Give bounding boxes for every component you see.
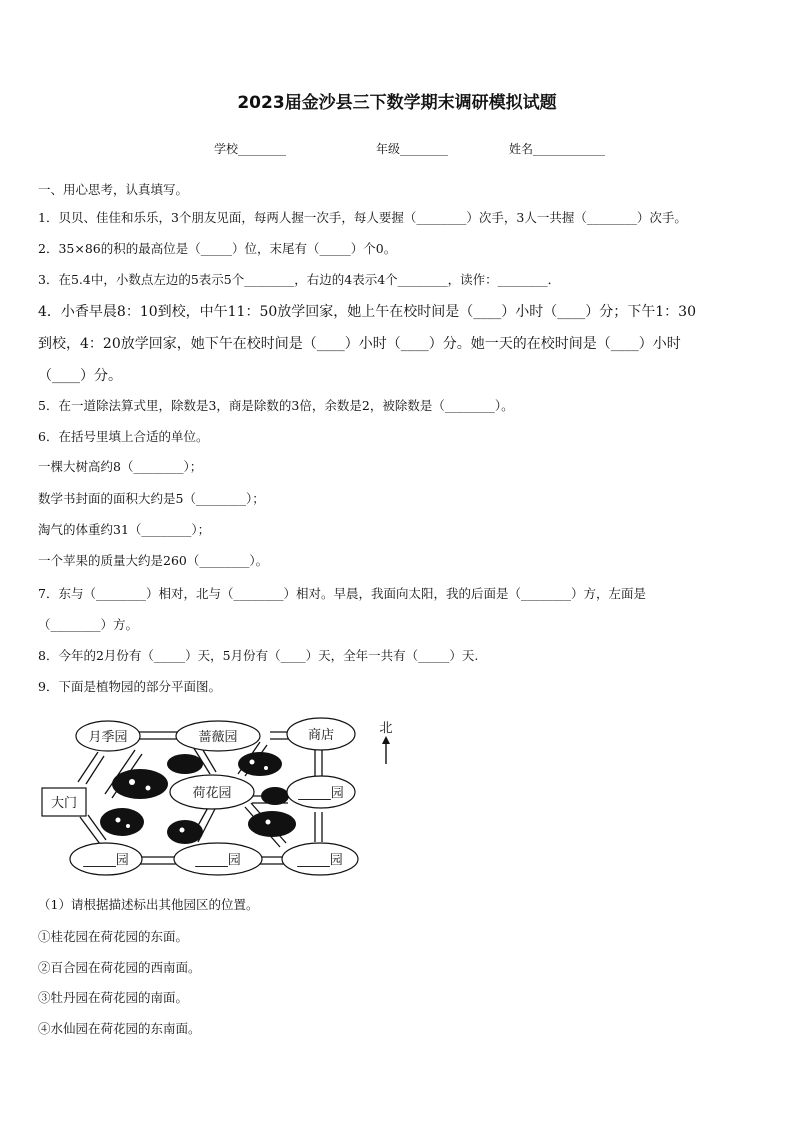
question-9-part-1: （1）请根据描述标出其他园区的位置。 [38,897,259,912]
school-field: 学校________ [214,142,287,156]
question-7-line-2: （________）方。 [38,617,139,632]
north-label: 北 [379,721,393,736]
question-6-item-2: 数学书封面的面积大约是5（________）； [38,491,265,506]
name-field: 姓名____________ [509,142,606,156]
question-3: 3．在5.4中，小数点左边的5表示5个________，右边的4表示4个________，读作：________． [38,272,561,287]
north-arrow-icon [382,736,390,764]
question-6-item-1: 一棵大树高约8（________）； [38,459,203,474]
garden-mid-right-label: _____园 [298,786,344,801]
clue-2: ②百合园在荷花园的西南面。 [38,960,201,975]
garden-top-right-label: 商店 [307,728,335,743]
gate-label: 大门 [50,796,78,811]
garden-top-left-label: 月季园 [88,730,128,745]
clue-1: ①桂花园在荷花园的东面。 [38,929,189,944]
garden-bottom-mid-label: _____园 [195,853,241,868]
question-5: 5．在一道除法算式里，除数是3，商是除数的3倍，余数是2，被除数是（________）。 [38,398,514,413]
question-4-line-2: 到校，4：20放学回家，她下午在校时间是（____）小时（____）分。她一天的在校时间是（____）小时 [38,336,681,352]
question-2: 2．35×86的积的最高位是（_____）位，末尾有（_____）个0。 [38,241,397,256]
clue-3: ③牡丹园在荷花园的南面。 [38,990,189,1005]
garden-bottom-right-label: _____园 [297,853,343,868]
garden-center-label: 荷花园 [192,786,232,801]
garden-top-mid-label: 蔷薇园 [198,730,238,745]
garden-map [40,712,400,884]
garden-bottom-left-label: _____园 [83,853,129,868]
page-title: 2023届金沙县三下数学期末调研模拟试题 [237,93,557,113]
question-6-item-3: 淘气的体重约31（________）； [38,522,211,537]
question-4-line-1: 4．小香早晨8：10到校，中午11：50放学回家，她上午在校时间是（____）小时（____）分；下午1：30 [38,304,696,320]
question-7-line-1: 7．东与（________）相对，北与（________）相对。早晨，我面向太阳，我的后面是（________）方，左面是 [38,586,646,601]
section-heading: 一、用心思考，认真填写。 [38,182,189,197]
question-9: 9．下面是植物园的部分平面图。 [38,679,221,694]
grade-field: 年级________ [376,142,449,156]
question-6: 6．在括号里填上合适的单位。 [38,429,209,444]
question-1: 1．贝贝、佳佳和乐乐，3个朋友见面，每两人握一次手，每人要握（________）次手，3人一共握（________）次手。 [38,210,687,225]
question-4-line-3: （____）分。 [38,368,122,384]
clue-4: ④水仙园在荷花园的东南面。 [38,1021,201,1036]
question-6-item-4: 一个苹果的质量大约是260（________）。 [38,553,269,568]
question-8: 8．今年的2月份有（_____）天，5月份有（____）天，全年一共有（_____）天. [38,648,479,663]
